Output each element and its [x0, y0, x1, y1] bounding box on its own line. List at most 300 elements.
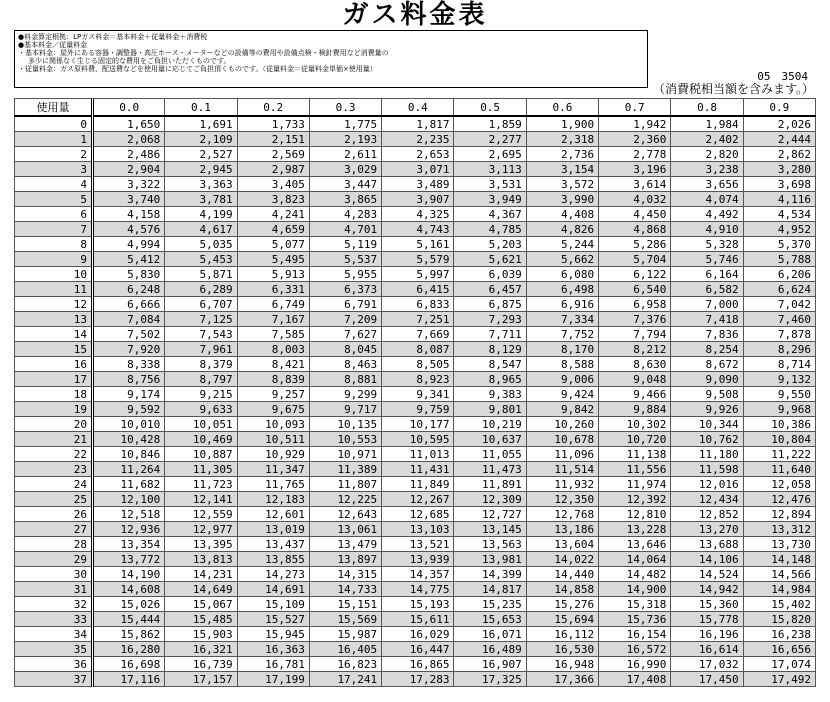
price-cell: 2,778 — [599, 147, 671, 162]
usage-cell: 21 — [15, 432, 93, 447]
price-cell: 8,170 — [526, 342, 598, 357]
price-cell: 16,823 — [309, 657, 381, 672]
price-cell: 1,691 — [165, 116, 237, 132]
price-cell: 15,193 — [382, 597, 454, 612]
price-cell: 12,852 — [671, 507, 743, 522]
usage-cell: 18 — [15, 387, 93, 402]
price-cell: 7,084 — [93, 312, 165, 327]
price-cell: 5,955 — [309, 267, 381, 282]
price-cell: 6,415 — [382, 282, 454, 297]
price-cell: 6,122 — [599, 267, 671, 282]
price-cell: 10,804 — [743, 432, 815, 447]
price-cell: 13,145 — [454, 522, 526, 537]
price-cell: 6,373 — [309, 282, 381, 297]
table-row — [15, 642, 816, 657]
price-cell: 6,875 — [454, 297, 526, 312]
price-cell: 13,521 — [382, 537, 454, 552]
price-cell: 3,781 — [165, 192, 237, 207]
price-cell: 9,842 — [526, 402, 598, 417]
price-cell: 12,559 — [165, 507, 237, 522]
table-row — [15, 282, 816, 297]
table-row — [15, 462, 816, 477]
price-cell: 13,772 — [93, 552, 165, 567]
usage-cell: 25 — [15, 492, 93, 507]
price-cell: 11,765 — [237, 477, 309, 492]
price-cell: 3,572 — [526, 177, 598, 192]
usage-cell: 36 — [15, 657, 93, 672]
price-cell: 5,035 — [165, 237, 237, 252]
price-cell: 8,839 — [237, 372, 309, 387]
price-cell: 16,656 — [743, 642, 815, 657]
price-cell: 16,238 — [743, 627, 815, 642]
price-cell: 14,691 — [237, 582, 309, 597]
rate-table — [14, 98, 816, 687]
price-cell: 17,199 — [237, 672, 309, 687]
price-cell: 16,739 — [165, 657, 237, 672]
price-cell: 12,894 — [743, 507, 815, 522]
usage-cell: 37 — [15, 672, 93, 687]
price-cell: 16,029 — [382, 627, 454, 642]
table-row — [15, 387, 816, 402]
price-cell: 5,788 — [743, 252, 815, 267]
price-cell: 15,360 — [671, 597, 743, 612]
price-cell: 16,781 — [237, 657, 309, 672]
price-cell: 4,910 — [671, 222, 743, 237]
price-cell: 12,643 — [309, 507, 381, 522]
table-row — [15, 312, 816, 327]
price-cell: 9,926 — [671, 402, 743, 417]
price-cell: 9,633 — [165, 402, 237, 417]
price-cell: 4,617 — [165, 222, 237, 237]
usage-cell: 5 — [15, 192, 93, 207]
price-cell: 7,920 — [93, 342, 165, 357]
table-row — [15, 192, 816, 207]
price-cell: 6,582 — [671, 282, 743, 297]
price-cell: 13,897 — [309, 552, 381, 567]
price-cell: 6,916 — [526, 297, 598, 312]
price-cell: 5,412 — [93, 252, 165, 267]
price-cell: 16,530 — [526, 642, 598, 657]
price-cell: 13,395 — [165, 537, 237, 552]
price-cell: 13,312 — [743, 522, 815, 537]
price-cell: 16,865 — [382, 657, 454, 672]
price-cell: 15,485 — [165, 612, 237, 627]
price-cell: 1,984 — [671, 116, 743, 132]
price-cell: 10,678 — [526, 432, 598, 447]
price-cell: 9,592 — [93, 402, 165, 417]
table-row — [15, 132, 816, 147]
price-cell: 9,968 — [743, 402, 815, 417]
price-cell: 8,965 — [454, 372, 526, 387]
price-cell: 17,325 — [454, 672, 526, 687]
price-cell: 9,006 — [526, 372, 598, 387]
price-cell: 17,074 — [743, 657, 815, 672]
price-cell: 16,071 — [454, 627, 526, 642]
price-cell: 7,042 — [743, 297, 815, 312]
price-cell: 15,611 — [382, 612, 454, 627]
price-cell: 6,080 — [526, 267, 598, 282]
price-cell: 5,871 — [165, 267, 237, 282]
table-row — [15, 297, 816, 312]
price-cell: 10,093 — [237, 417, 309, 432]
price-cell: 15,862 — [93, 627, 165, 642]
price-cell: 5,244 — [526, 237, 598, 252]
price-cell: 11,473 — [454, 462, 526, 477]
price-cell: 15,318 — [599, 597, 671, 612]
price-cell: 3,280 — [743, 162, 815, 177]
price-cell: 6,457 — [454, 282, 526, 297]
price-cell: 3,823 — [237, 192, 309, 207]
table-row — [15, 252, 816, 267]
usage-cell: 19 — [15, 402, 93, 417]
usage-cell: 28 — [15, 537, 93, 552]
page-title: ガス料金表 — [342, 0, 488, 30]
price-cell: 7,460 — [743, 312, 815, 327]
price-cell: 6,666 — [93, 297, 165, 312]
price-cell: 10,260 — [526, 417, 598, 432]
price-cell: 4,325 — [382, 207, 454, 222]
price-cell: 6,289 — [165, 282, 237, 297]
table-row — [15, 402, 816, 417]
price-cell: 4,743 — [382, 222, 454, 237]
price-cell: 13,270 — [671, 522, 743, 537]
price-cell: 15,026 — [93, 597, 165, 612]
usage-cell: 26 — [15, 507, 93, 522]
price-cell: 14,440 — [526, 567, 598, 582]
price-cell: 15,444 — [93, 612, 165, 627]
price-cell: 15,778 — [671, 612, 743, 627]
table-row — [15, 477, 816, 492]
price-cell: 14,942 — [671, 582, 743, 597]
price-cell: 7,961 — [165, 342, 237, 357]
price-cell: 12,727 — [454, 507, 526, 522]
price-cell: 3,238 — [671, 162, 743, 177]
price-cell: 15,820 — [743, 612, 815, 627]
table-row — [15, 267, 816, 282]
price-cell: 4,032 — [599, 192, 671, 207]
price-cell: 9,466 — [599, 387, 671, 402]
price-cell: 7,167 — [237, 312, 309, 327]
price-cell: 3,447 — [309, 177, 381, 192]
price-cell: 13,354 — [93, 537, 165, 552]
price-cell: 3,949 — [454, 192, 526, 207]
usage-cell: 3 — [15, 162, 93, 177]
price-cell: 14,106 — [671, 552, 743, 567]
price-cell: 3,614 — [599, 177, 671, 192]
tax-note: （消費税相当額を含みます。） — [652, 82, 814, 96]
price-cell: 5,495 — [237, 252, 309, 267]
price-cell: 5,913 — [237, 267, 309, 282]
price-cell: 8,212 — [599, 342, 671, 357]
price-cell: 14,022 — [526, 552, 598, 567]
usage-cell: 4 — [15, 177, 93, 192]
price-cell: 12,768 — [526, 507, 598, 522]
price-cell: 8,672 — [671, 357, 743, 372]
price-cell: 14,148 — [743, 552, 815, 567]
price-cell: 4,199 — [165, 207, 237, 222]
price-cell: 8,547 — [454, 357, 526, 372]
price-cell: 6,206 — [743, 267, 815, 282]
note-line: ●基本料金／従量料金 — [18, 41, 88, 49]
price-cell: 7,794 — [599, 327, 671, 342]
table-row — [15, 177, 816, 192]
price-cell: 5,286 — [599, 237, 671, 252]
price-cell: 7,125 — [165, 312, 237, 327]
price-cell: 12,518 — [93, 507, 165, 522]
price-cell: 10,553 — [309, 432, 381, 447]
price-cell: 5,119 — [309, 237, 381, 252]
table-row — [15, 327, 816, 342]
price-cell: 9,383 — [454, 387, 526, 402]
price-cell: 7,752 — [526, 327, 598, 342]
price-cell: 10,010 — [93, 417, 165, 432]
price-cell: 2,486 — [93, 147, 165, 162]
price-cell: 4,826 — [526, 222, 598, 237]
price-cell: 10,846 — [93, 447, 165, 462]
decimal-header: 0.9 — [743, 99, 815, 117]
price-cell: 13,604 — [526, 537, 598, 552]
price-cell: 7,334 — [526, 312, 598, 327]
price-cell: 12,685 — [382, 507, 454, 522]
price-cell: 4,367 — [454, 207, 526, 222]
price-cell: 11,556 — [599, 462, 671, 477]
price-cell: 3,531 — [454, 177, 526, 192]
price-cell: 8,923 — [382, 372, 454, 387]
price-cell: 16,447 — [382, 642, 454, 657]
table-row — [15, 612, 816, 627]
price-cell: 4,074 — [671, 192, 743, 207]
price-cell: 1,900 — [526, 116, 598, 132]
price-cell: 5,328 — [671, 237, 743, 252]
price-cell: 12,058 — [743, 477, 815, 492]
price-cell: 13,186 — [526, 522, 598, 537]
price-cell: 17,032 — [671, 657, 743, 672]
price-cell: 2,068 — [93, 132, 165, 147]
price-cell: 9,717 — [309, 402, 381, 417]
price-cell: 2,945 — [165, 162, 237, 177]
usage-cell: 34 — [15, 627, 93, 642]
price-cell: 3,322 — [93, 177, 165, 192]
table-header-row — [15, 99, 816, 117]
note-line: ・従量料金：ガス原料費、配送費などを使用量に応じてご負担頂くものです。（従量料金＝従量料金単価×使用量） — [18, 65, 377, 73]
price-cell: 10,720 — [599, 432, 671, 447]
usage-cell: 13 — [15, 312, 93, 327]
usage-cell: 31 — [15, 582, 93, 597]
price-cell: 8,003 — [237, 342, 309, 357]
table-row — [15, 522, 816, 537]
price-cell: 2,193 — [309, 132, 381, 147]
price-cell: 12,309 — [454, 492, 526, 507]
price-cell: 8,797 — [165, 372, 237, 387]
price-cell: 11,389 — [309, 462, 381, 477]
price-cell: 10,469 — [165, 432, 237, 447]
price-cell: 11,222 — [743, 447, 815, 462]
table-row — [15, 222, 816, 237]
notes-box — [14, 30, 648, 88]
price-cell: 10,971 — [309, 447, 381, 462]
table-row — [15, 507, 816, 522]
price-cell: 12,225 — [309, 492, 381, 507]
price-cell: 11,723 — [165, 477, 237, 492]
price-cell: 2,820 — [671, 147, 743, 162]
price-cell: 11,598 — [671, 462, 743, 477]
table-row — [15, 237, 816, 252]
price-cell: 2,444 — [743, 132, 815, 147]
price-cell: 1,942 — [599, 116, 671, 132]
price-cell: 14,273 — [237, 567, 309, 582]
price-cell: 10,595 — [382, 432, 454, 447]
price-cell: 17,450 — [671, 672, 743, 687]
price-cell: 14,984 — [743, 582, 815, 597]
price-cell: 9,508 — [671, 387, 743, 402]
price-cell: 1,650 — [93, 116, 165, 132]
price-cell: 9,341 — [382, 387, 454, 402]
note-line: 多少に関係なく生じる固定的な費用をご負担いただくものです。 — [28, 57, 231, 65]
usage-cell: 2 — [15, 147, 93, 162]
price-cell: 16,698 — [93, 657, 165, 672]
price-cell: 13,479 — [309, 537, 381, 552]
price-cell: 7,836 — [671, 327, 743, 342]
price-cell: 6,164 — [671, 267, 743, 282]
price-cell: 2,611 — [309, 147, 381, 162]
price-cell: 13,688 — [671, 537, 743, 552]
table-row — [15, 597, 816, 612]
price-cell: 9,174 — [93, 387, 165, 402]
price-cell: 9,090 — [671, 372, 743, 387]
price-cell: 4,450 — [599, 207, 671, 222]
price-cell: 10,302 — [599, 417, 671, 432]
price-cell: 6,498 — [526, 282, 598, 297]
price-cell: 1,733 — [237, 116, 309, 132]
decimal-header: 0.1 — [165, 99, 237, 117]
price-cell: 12,183 — [237, 492, 309, 507]
price-cell: 14,775 — [382, 582, 454, 597]
price-cell: 9,759 — [382, 402, 454, 417]
price-cell: 16,280 — [93, 642, 165, 657]
price-cell: 11,891 — [454, 477, 526, 492]
price-cell: 14,733 — [309, 582, 381, 597]
usage-cell: 7 — [15, 222, 93, 237]
price-cell: 7,209 — [309, 312, 381, 327]
price-cell: 13,019 — [237, 522, 309, 537]
price-cell: 8,087 — [382, 342, 454, 357]
price-cell: 8,881 — [309, 372, 381, 387]
price-cell: 12,016 — [671, 477, 743, 492]
price-cell: 16,614 — [671, 642, 743, 657]
price-cell: 3,363 — [165, 177, 237, 192]
price-cell: 12,434 — [671, 492, 743, 507]
price-cell: 2,277 — [454, 132, 526, 147]
price-cell: 15,987 — [309, 627, 381, 642]
price-cell: 8,379 — [165, 357, 237, 372]
price-cell: 13,939 — [382, 552, 454, 567]
price-cell: 11,305 — [165, 462, 237, 477]
price-cell: 17,116 — [93, 672, 165, 687]
usage-cell: 14 — [15, 327, 93, 342]
price-cell: 8,338 — [93, 357, 165, 372]
price-cell: 12,350 — [526, 492, 598, 507]
usage-cell: 15 — [15, 342, 93, 357]
price-cell: 16,112 — [526, 627, 598, 642]
price-cell: 7,585 — [237, 327, 309, 342]
price-cell: 8,505 — [382, 357, 454, 372]
price-cell: 2,235 — [382, 132, 454, 147]
price-cell: 16,405 — [309, 642, 381, 657]
table-row — [15, 342, 816, 357]
price-cell: 5,704 — [599, 252, 671, 267]
usage-cell: 22 — [15, 447, 93, 462]
price-cell: 13,437 — [237, 537, 309, 552]
table-row — [15, 672, 816, 687]
price-cell: 5,830 — [93, 267, 165, 282]
price-cell: 2,862 — [743, 147, 815, 162]
price-cell: 3,154 — [526, 162, 598, 177]
price-cell: 14,566 — [743, 567, 815, 582]
usage-cell: 24 — [15, 477, 93, 492]
price-cell: 5,453 — [165, 252, 237, 267]
table-row — [15, 567, 816, 582]
price-cell: 11,640 — [743, 462, 815, 477]
price-cell: 4,116 — [743, 192, 815, 207]
price-cell: 11,264 — [93, 462, 165, 477]
price-cell: 4,241 — [237, 207, 309, 222]
price-cell: 13,061 — [309, 522, 381, 537]
price-cell: 10,762 — [671, 432, 743, 447]
price-cell: 2,695 — [454, 147, 526, 162]
usage-cell: 32 — [15, 597, 93, 612]
price-cell: 9,550 — [743, 387, 815, 402]
price-cell: 13,103 — [382, 522, 454, 537]
price-cell: 6,331 — [237, 282, 309, 297]
price-cell: 10,637 — [454, 432, 526, 447]
price-cell: 14,190 — [93, 567, 165, 582]
price-cell: 14,817 — [454, 582, 526, 597]
price-cell: 8,714 — [743, 357, 815, 372]
price-cell: 11,932 — [526, 477, 598, 492]
price-cell: 2,402 — [671, 132, 743, 147]
price-cell: 3,071 — [382, 162, 454, 177]
price-cell: 3,029 — [309, 162, 381, 177]
price-cell: 3,113 — [454, 162, 526, 177]
price-cell: 17,366 — [526, 672, 598, 687]
price-cell: 16,990 — [599, 657, 671, 672]
price-cell: 4,868 — [599, 222, 671, 237]
price-cell: 4,952 — [743, 222, 815, 237]
price-cell: 2,360 — [599, 132, 671, 147]
table-row — [15, 116, 816, 132]
price-cell: 15,653 — [454, 612, 526, 627]
price-cell: 7,376 — [599, 312, 671, 327]
price-cell: 15,067 — [165, 597, 237, 612]
price-cell: 7,878 — [743, 327, 815, 342]
price-cell: 4,785 — [454, 222, 526, 237]
price-cell: 13,855 — [237, 552, 309, 567]
price-cell: 4,701 — [309, 222, 381, 237]
price-cell: 12,936 — [93, 522, 165, 537]
price-cell: 10,177 — [382, 417, 454, 432]
price-cell: 7,711 — [454, 327, 526, 342]
price-cell: 11,974 — [599, 477, 671, 492]
price-cell: 10,887 — [165, 447, 237, 462]
price-cell: 14,399 — [454, 567, 526, 582]
price-cell: 3,196 — [599, 162, 671, 177]
price-cell: 12,141 — [165, 492, 237, 507]
price-cell: 10,511 — [237, 432, 309, 447]
price-cell: 3,907 — [382, 192, 454, 207]
price-cell: 6,707 — [165, 297, 237, 312]
price-cell: 14,608 — [93, 582, 165, 597]
price-cell: 8,254 — [671, 342, 743, 357]
